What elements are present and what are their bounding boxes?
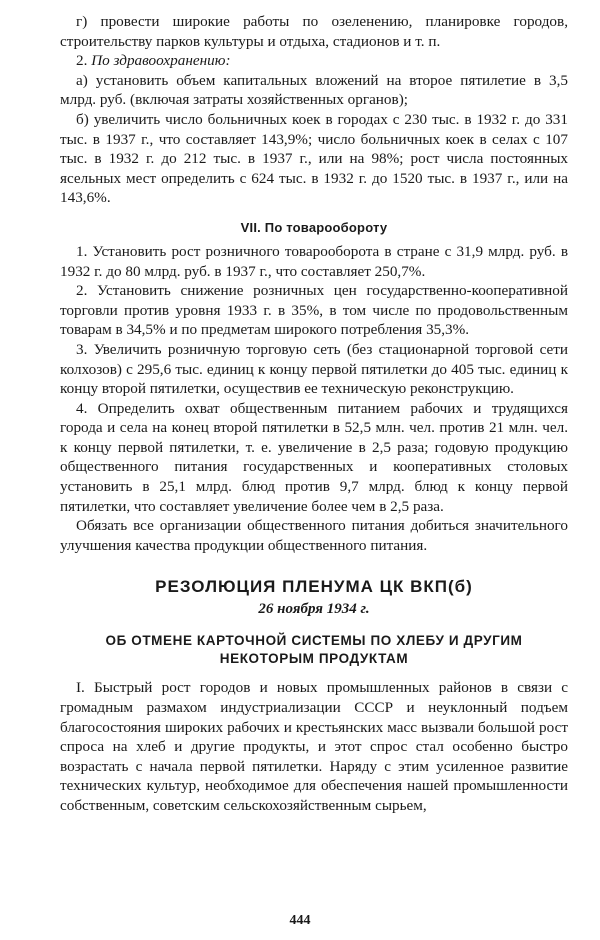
- paragraph-capital-investment: а) установить объем капитальных вложений на второе пятилетие в 3,5 млрд. руб. (включая затраты хозяйственных органов);: [60, 71, 568, 109]
- paragraph-trade-2: 2. Установить снижение розничных цен государственно-кооперативной торговли против уровня 1933 г. в 35%, в том числе по продовольственным товарам в 34,5% и по предметам широкого потребления 35,3%.: [60, 282, 568, 339]
- paragraph-resolution-1: I. Быстрый рост городов и новых промышленных районов в связи с громадным размахом индустриализации СССР и неуклонный подъем благосостояния широких рабочих и крестьянских масс вызвали большой рост спроса на хлеб и другие продукты, и этот спрос стал особенно быстро возрастать с начала первой пятилетки. Наряду с этим усиленное развитие технических культур, необходимое для обеспечения нашей промышленности собственным, советским сельскохозяйственным сырьем,: [60, 679, 568, 814]
- paragraph-trade-4: 4. Определить охват общественным питанием рабочих и трудящихся города и села на конец второй пятилетки в 52,5 млн. чел. против 21 млн. чел. к концу первой пятилетки, т. е. увеличение в 2,5 раза; годовую продукцию общественного питания государственных и кооперативных столовых установить в 25,1 млрд. блюд против 9,7 млрд. блюд к концу первой пятилетки, что составляет увеличение более чем в 2,5 раза.: [60, 399, 568, 515]
- resolution-subtitle: [60, 632, 568, 668]
- paragraph-greening: г) провести широкие работы по озеленению, планировке городов, строительству парков культуры и отдыха, стадионов и т. п.: [60, 13, 568, 50]
- resolution-subtitle-line1: ОБ ОТМЕНЕ КАРТОЧНОЙ СИСТЕМЫ ПО ХЛЕБУ И ДРУГИМ: [105, 633, 523, 649]
- healthcare-heading: По здравоохранению:: [91, 52, 231, 70]
- resolution-subtitle-line2: НЕКОТОРЫМ ПРОДУКТАМ: [219, 651, 409, 667]
- paragraph-trade-5: Обязать все организации общественного питания добиться значительного улучшения качества продукции общественного питания.: [60, 517, 568, 554]
- paragraph-trade-3: 3. Увеличить розничную торговую сеть (без стационарной торговой сети колхозов) с 295,6 тыс. единиц к концу первой пятилетки до 405 тыс. единиц к концу второй пятилетки, осуществив ее техническую реконструкцию.: [60, 340, 568, 398]
- document-page: [60, 12, 568, 816]
- section-heading-trade: VII. По товарообороту: [240, 219, 388, 235]
- paragraph-healthcare-heading: [60, 51, 568, 71]
- resolution-title: РЕЗОЛЮЦИЯ ПЛЕНУМА ЦК ВКП(б): [155, 577, 473, 597]
- paragraph-trade-1: 1. Установить рост розничного товарооборота в стране с 31,9 млрд. руб. в 1932 г. до 80 млрд. руб. в 1937 г., что составляет 250,7%.: [60, 242, 568, 280]
- page-number: 444: [289, 913, 311, 928]
- item-number: 2.: [76, 52, 88, 70]
- resolution-date: 26 ноября 1934 г.: [258, 601, 370, 618]
- paragraph-hospital-beds: б) увеличить число больничных коек в городах с 230 тыс. в 1932 г. до 331 тыс. в 1937 г., что составляет 143,9%; число больничных коек в селах с 107 тыс. в 1932 г. до 212 тыс. в 1937 г., или на 98%; рост числа постоянных ясельных мест определить с 624 тыс. в 1932 г. до 1520 тыс. в 1937 г., или на 143,6%.: [60, 110, 568, 207]
